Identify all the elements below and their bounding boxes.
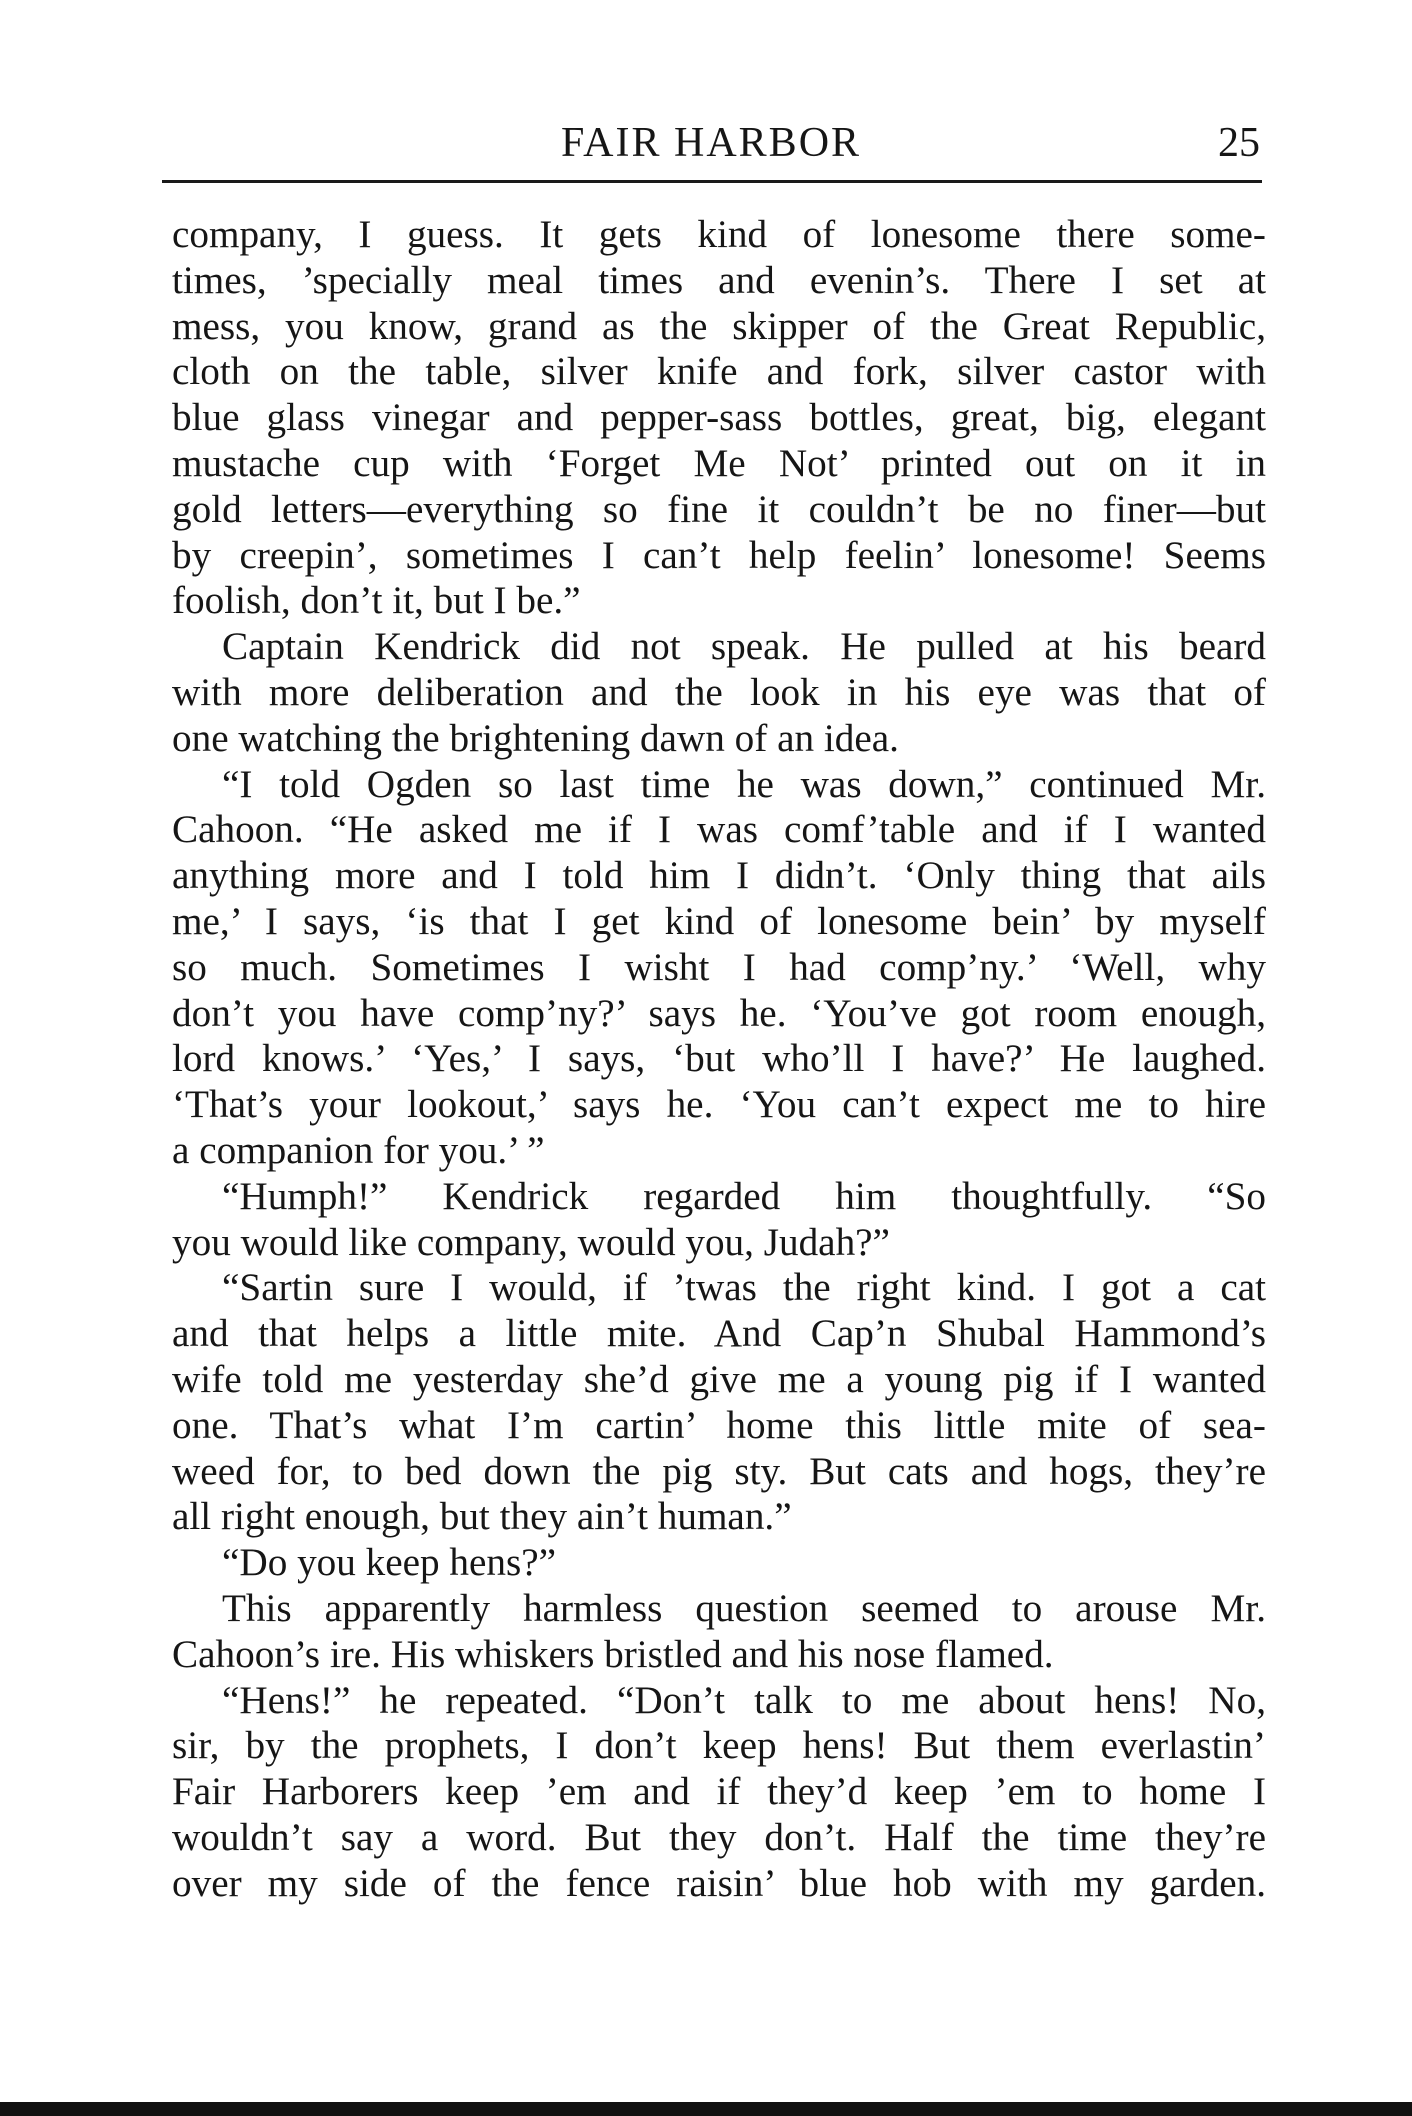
text-line: Cahoon’s ire. His whiskers bristled and his nose flamed. [172,1632,1054,1676]
text-line: “Do you keep hens?” [222,1541,557,1585]
page-number: 25 [1218,120,1260,166]
text-line: Fair Harborers keep ’em and if they’d keep ’em to home I [172,1770,1266,1814]
text-line: mess, you know, grand as the skipper of the Great Republic, [172,304,1266,348]
page-header [162,118,1260,168]
text-line: company, I guess. It gets kind of lonesome there some- [172,213,1266,256]
body-text [172,212,1266,1906]
text-line: a companion for you.’ ” [172,1128,545,1172]
text-line: Cahoon. “He asked me if I was comf’table and if I wanted [172,808,1266,852]
scan-edge-bar [0,2102,1412,2116]
text-line: sir, by the prophets, I don’t keep hens! But them everlastin’ [172,1724,1266,1768]
text-line: ‘That’s your lookout,’ says he. ‘You can’t expect me to hire [172,1083,1266,1127]
text-line: wouldn’t say a word. But they don’t. Half the time they’re [172,1815,1266,1859]
header-rule [162,180,1262,183]
text-line: This apparently harmless question seemed to arouse Mr. [222,1586,1266,1630]
text-line: cloth on the table, silver knife and fork, silver castor with [172,350,1266,394]
text-line: one watching the brightening dawn of an idea. [172,716,899,760]
text-line: times, ’specially meal times and evenin’s. There I set at [172,258,1266,302]
text-line: weed for, to bed down the pig sty. But cats and hogs, they’re [172,1449,1266,1493]
text-line: and that helps a little mite. And Cap’n Shubal Hammond’s [172,1312,1266,1356]
text-line: wife told me yesterday she’d give me a young pig if I wanted [172,1357,1266,1401]
text-line: by creepin’, sometimes I can’t help feelin’ lonesome! Seems [172,533,1266,577]
text-line: Captain Kendrick did not speak. He pulled at his beard [222,625,1266,669]
text-line: mustache cup with ‘Forget Me Not’ printed out on it in [172,441,1266,485]
text-line: gold letters—everything so fine it couldn’t be no finer—but [172,487,1266,531]
text-line: blue glass vinegar and pepper-sass bottles, great, big, elegant [172,396,1266,440]
text-line: me,’ I says, ‘is that I get kind of lonesome bein’ by myself [172,899,1266,943]
running-title: FAIR HARBOR [560,120,862,166]
text-line: foolish, don’t it, but I be.” [172,579,581,623]
text-line: one. That’s what I’m cartin’ home this little mite of sea- [172,1403,1266,1447]
text-line: you would like company, would you, Judah?” [172,1220,890,1264]
text-line: all right enough, but they ain’t human.” [172,1495,792,1539]
text-line: over my side of the fence raisin’ blue hob with my garden. [172,1861,1266,1905]
text-line: so much. Sometimes I wisht I had comp’ny.’ ‘Well, why [172,945,1266,989]
text-line: don’t you have comp’ny?’ says he. ‘You’ve got room enough, [172,991,1266,1035]
text-line: “Sartin sure I would, if ’twas the right kind. I got a cat [222,1266,1266,1310]
text-line: “Humph!” Kendrick regarded him thoughtfully. “So [222,1174,1266,1218]
text-line: with more deliberation and the look in his eye was that of [172,670,1266,714]
text-line: “Hens!” he repeated. “Don’t talk to me about hens! No, [222,1678,1266,1722]
text-line: anything more and I told him I didn’t. ‘Only thing that ails [172,854,1266,898]
text-line: lord knows.’ ‘Yes,’ I says, ‘but who’ll I have?’ He laughed. [172,1037,1266,1081]
text-line: “I told Ogden so last time he was down,” continued Mr. [222,762,1266,806]
